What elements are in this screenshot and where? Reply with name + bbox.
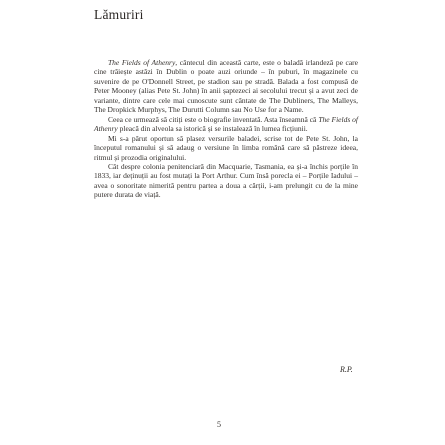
paragraph-3: Mi s-a părut oportun să plasez versurile baladei, scrise tot de Pete St. John, la începutul romanului și să adaug o versiune în limba română care să păstreze ideea, ritmul și prozodia originalului. — [94, 133, 358, 162]
song-title-italic: The Fields of Athenry — [94, 114, 358, 134]
paragraph-4: Cât despre colonia penitenciară din Macquarie, Tasmania, ea și-a închis porțile în 1833, iar deținuții au fost mutați la Port Arthur. Cum însă porecla ei – Porțile Iadului – avea o sonoritate nimerită pentru partea a doua a cărții, i-am prelungit cu de la mine putere durata de viață. — [94, 161, 358, 200]
author-signature: R.P. — [340, 365, 353, 374]
song-title-italic: The Fields of Athenry — [108, 58, 176, 67]
paragraph-2: Ceea ce urmează să citiți este o biografie inventată. Asta înseamnă că The Fields of Athenry pleacă din alveola sa istorică și se instalează în lumea ficțiunii. — [94, 114, 358, 134]
page-number: 5 — [217, 420, 221, 429]
page-title: Lămuriri — [94, 7, 144, 22]
paragraph-1: The Fields of Athenry, cântecul din această carte, este o baladă irlandeză pe care cine trăiește astăzi în Dublin o poate auzi oriunde – în puburi, în magazinele cu suvenire de pe O'Donnell Street, pe stadion sau pe stradă. Balada a fost compusă de Peter Mooney (alias Pete St. John) în anii șaptezeci ai secolului trecut și a avut zeci de variante, dintre care cele mai cunoscute sunt cântate de The Dubliners, The Malleys, The Dropkick Murphys, The Durutti Column sau No Use for a Name. — [94, 58, 359, 115]
page-body — [94, 58, 358, 200]
